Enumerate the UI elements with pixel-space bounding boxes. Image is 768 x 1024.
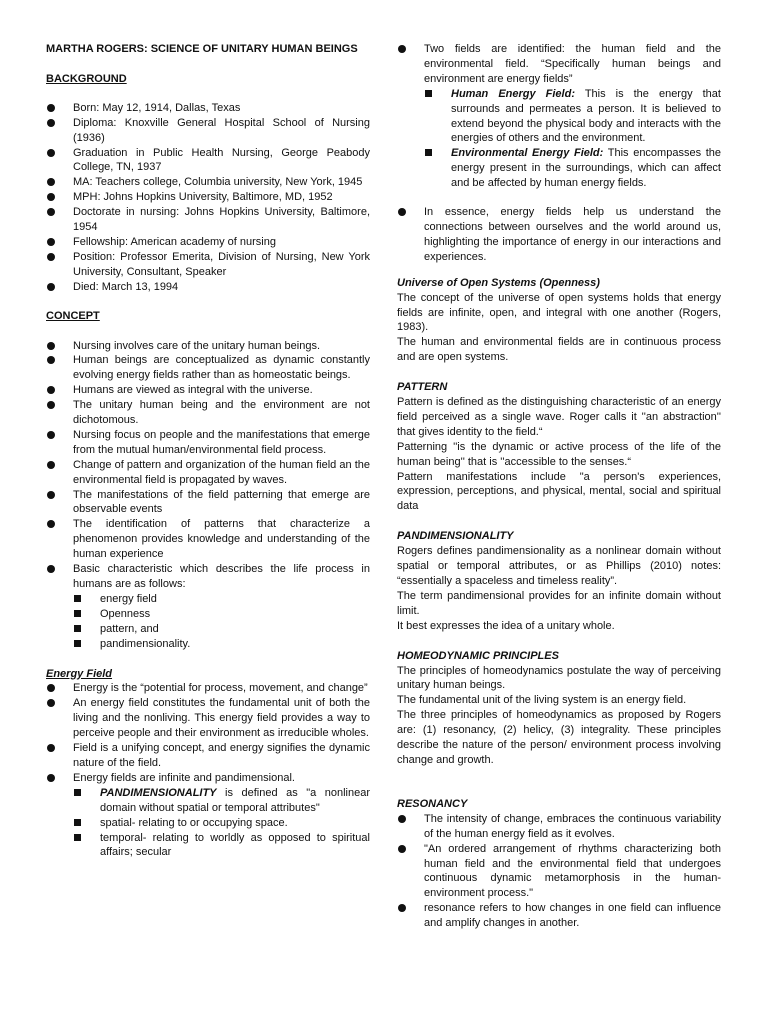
pandimensionality-definition-text: is defined as "a nonlinear domain without spatial or temporal attributes" — [100, 786, 370, 814]
resonancy-heading: RESONANCY — [397, 797, 468, 810]
homeodynamic-heading: HOMEODYNAMIC PRINCIPLES — [397, 649, 559, 662]
background-list — [46, 101, 370, 295]
open-systems-paragraph: The human and environmental fields are in continuous process and are open systems. — [397, 336, 721, 364]
pattern-paragraph: Pattern manifestations include "a person's experiences, expression, perceptions, and physical, mental, social and spiritual data — [397, 470, 721, 513]
background-item-died: Died: March 13, 1994 — [46, 280, 370, 295]
resonancy-item: "An ordered arrangement of rhythms characterizing both human field and the environmental field that undergoes continuous dynamic metamorphosis in the human-environment process." — [397, 842, 721, 902]
essence-list — [397, 205, 721, 265]
human-energy-field-text: This is the energy that surrounds and permeates a person. It is believed to extend beyond the physical body and interacts with the energies of others and the environment. — [451, 87, 721, 145]
pandimensionality-paragraph: Rogers defines pandimensionality as a nonlinear domain without spatial or temporal attributes, or as Phillips (2010) notes: “essentially a spaceless and timeless reality”. — [397, 545, 721, 587]
document-title: MARTHA ROGERS: SCIENCE OF UNITARY HUMAN BEINGS — [46, 43, 358, 55]
environmental-energy-field-item — [424, 146, 721, 191]
concept-item: Nursing involves care of the unitary human beings. — [46, 339, 370, 354]
environmental-energy-field-label: Environmental Energy Field: — [451, 147, 604, 160]
energy-field-item: Field is a unifying concept, and energy signifies the dynamic nature of the field. — [46, 741, 370, 771]
pandimensionality-heading: PANDIMENSIONALITY — [397, 530, 514, 543]
life-process-characteristics-list — [73, 592, 370, 652]
background-item-fellowship: Fellowship: American academy of nursing — [46, 235, 370, 250]
pattern-paragraph: Patterning ''is the dynamic or active process of the life of the human being'' that is ''accessible to the senses.“ — [397, 440, 721, 468]
pandimensionality-paragraph: It best expresses the idea of a unitary whole. — [397, 619, 615, 632]
human-energy-field-item — [424, 87, 721, 147]
background-item-position: Position: Professor Emerita, Division of Nursing, New York University, Consultant, Speaker — [46, 250, 370, 280]
background-item-mph: MPH: Johns Hopkins University, Baltimore, MD, 1952 — [46, 190, 370, 205]
homeodynamic-paragraph: The three principles of homeodynamics as proposed by Rogers are: (1) resonancy, (2) helicy, (3) integrality. These principles describe the nature of the person/ environment process involving change and growth. — [397, 709, 721, 766]
background-item-diploma: Diploma: Knoxville General Hospital School of Nursing (1936) — [46, 116, 370, 146]
resonancy-item: resonance refers to how changes in one field can influence and amplify changes in another. — [397, 901, 721, 931]
energy-field-item: An energy field constitutes the fundamental unit of both the living and the nonliving. This energy field provides a way to perceive people and their environment as irreducible wholes. — [46, 696, 370, 741]
concept-item: Human beings are conceptualized as dynamic constantly evolving energy fields rather than as homeostatic beings. — [46, 353, 370, 383]
background-heading: BACKGROUND — [46, 72, 127, 85]
pandimensionality-paragraph: The term pandimensional provides for an infinite domain without limit. — [397, 589, 721, 617]
concept-item: Basic characteristic which describes the life process in humans are as follows: — [46, 562, 370, 592]
pattern-paragraph: Pattern is defined as the distinguishing characteristic of an energy field perceived as a single wave. Roger calls it ''an abstraction'' that gives identity to the field.“ — [397, 396, 721, 438]
characteristic-item: Openness — [73, 607, 370, 622]
energy-field-heading: Energy Field — [46, 667, 113, 680]
essence-item: In essence, energy fields help us understand the connections between ourselves and the world around us, highlighting the importance of energy in our interactions and experiences. — [397, 205, 721, 265]
concept-heading: CONCEPT — [46, 309, 100, 322]
background-item-graduation: Graduation in Public Health Nursing, George Peabody College, TN, 1937 — [46, 146, 370, 176]
energy-field-item: Energy is the “potential for process, movement, and change” — [46, 681, 370, 696]
energy-field-item: Energy fields are infinite and pandimensional. — [46, 771, 370, 786]
pattern-heading: PATTERN — [397, 381, 448, 394]
open-systems-paragraph: The concept of the universe of open systems holds that energy fields are infinite, open, and integral with one another (Rogers, 1983). — [397, 291, 721, 334]
pandimensionality-sublist — [73, 786, 370, 861]
characteristic-item: pandimensionality. — [73, 637, 370, 652]
energy-field-list — [46, 681, 370, 785]
concept-item: Change of pattern and organization of the human field an the environmental field is propagated by waves. — [46, 458, 370, 488]
concept-item: The unitary human being and the environment are not dichotomous. — [46, 398, 370, 428]
resonancy-item: The intensity of change, embraces the continuous variability of the human energy field as it evolves. — [397, 812, 721, 842]
concept-item: The identification of patterns that characterize a phenomenon provides knowledge and understanding of the human experience — [46, 517, 370, 562]
pandimensionality-definition-item — [73, 786, 370, 816]
energy-field-types-list — [424, 87, 721, 191]
left-column — [46, 42, 370, 860]
fields-intro-item: Two fields are identified: the human field and the environmental field. “Specifically human beings and environment are energy fields” — [397, 42, 721, 87]
fields-intro-list — [397, 42, 721, 87]
concept-item: The manifestations of the field patterning that emerge are observable events — [46, 488, 370, 518]
human-energy-field-label: Human Energy Field: — [451, 87, 575, 100]
spatial-item: spatial- relating to or occupying space. — [73, 816, 370, 831]
homeodynamic-paragraph: The fundamental unit of the living system is an energy field. — [397, 694, 687, 707]
characteristic-item: energy field — [73, 592, 370, 607]
background-item-born: Born: May 12, 1914, Dallas, Texas — [46, 101, 370, 116]
concept-item: Nursing focus on people and the manifestations that emerge from the mutual human/environmental field process. — [46, 428, 370, 458]
pandimensionality-label: PANDIMENSIONALITY — [100, 786, 217, 799]
open-systems-heading: Universe of Open Systems (Openness) — [397, 276, 600, 289]
concept-item: Humans are viewed as integral with the universe. — [46, 383, 370, 398]
homeodynamic-paragraph: The principles of homeodynamics postulate the way of perceiving unitary human beings. — [397, 664, 721, 692]
background-item-doctorate: Doctorate in nursing: Johns Hopkins University, Baltimore, 1954 — [46, 205, 370, 235]
environmental-energy-field-text: This encompasses the energy present in the surroundings, which can affect and be affected by human energy fields. — [451, 147, 722, 190]
background-item-ma: MA: Teachers college, Columbia university, New York, 1945 — [46, 175, 370, 190]
temporal-item: temporal- relating to worldly as opposed to spiritual affairs; secular — [73, 831, 370, 861]
concept-list — [46, 339, 370, 592]
right-column — [397, 42, 721, 931]
resonancy-list — [397, 812, 721, 931]
characteristic-item: pattern, and — [73, 622, 370, 637]
